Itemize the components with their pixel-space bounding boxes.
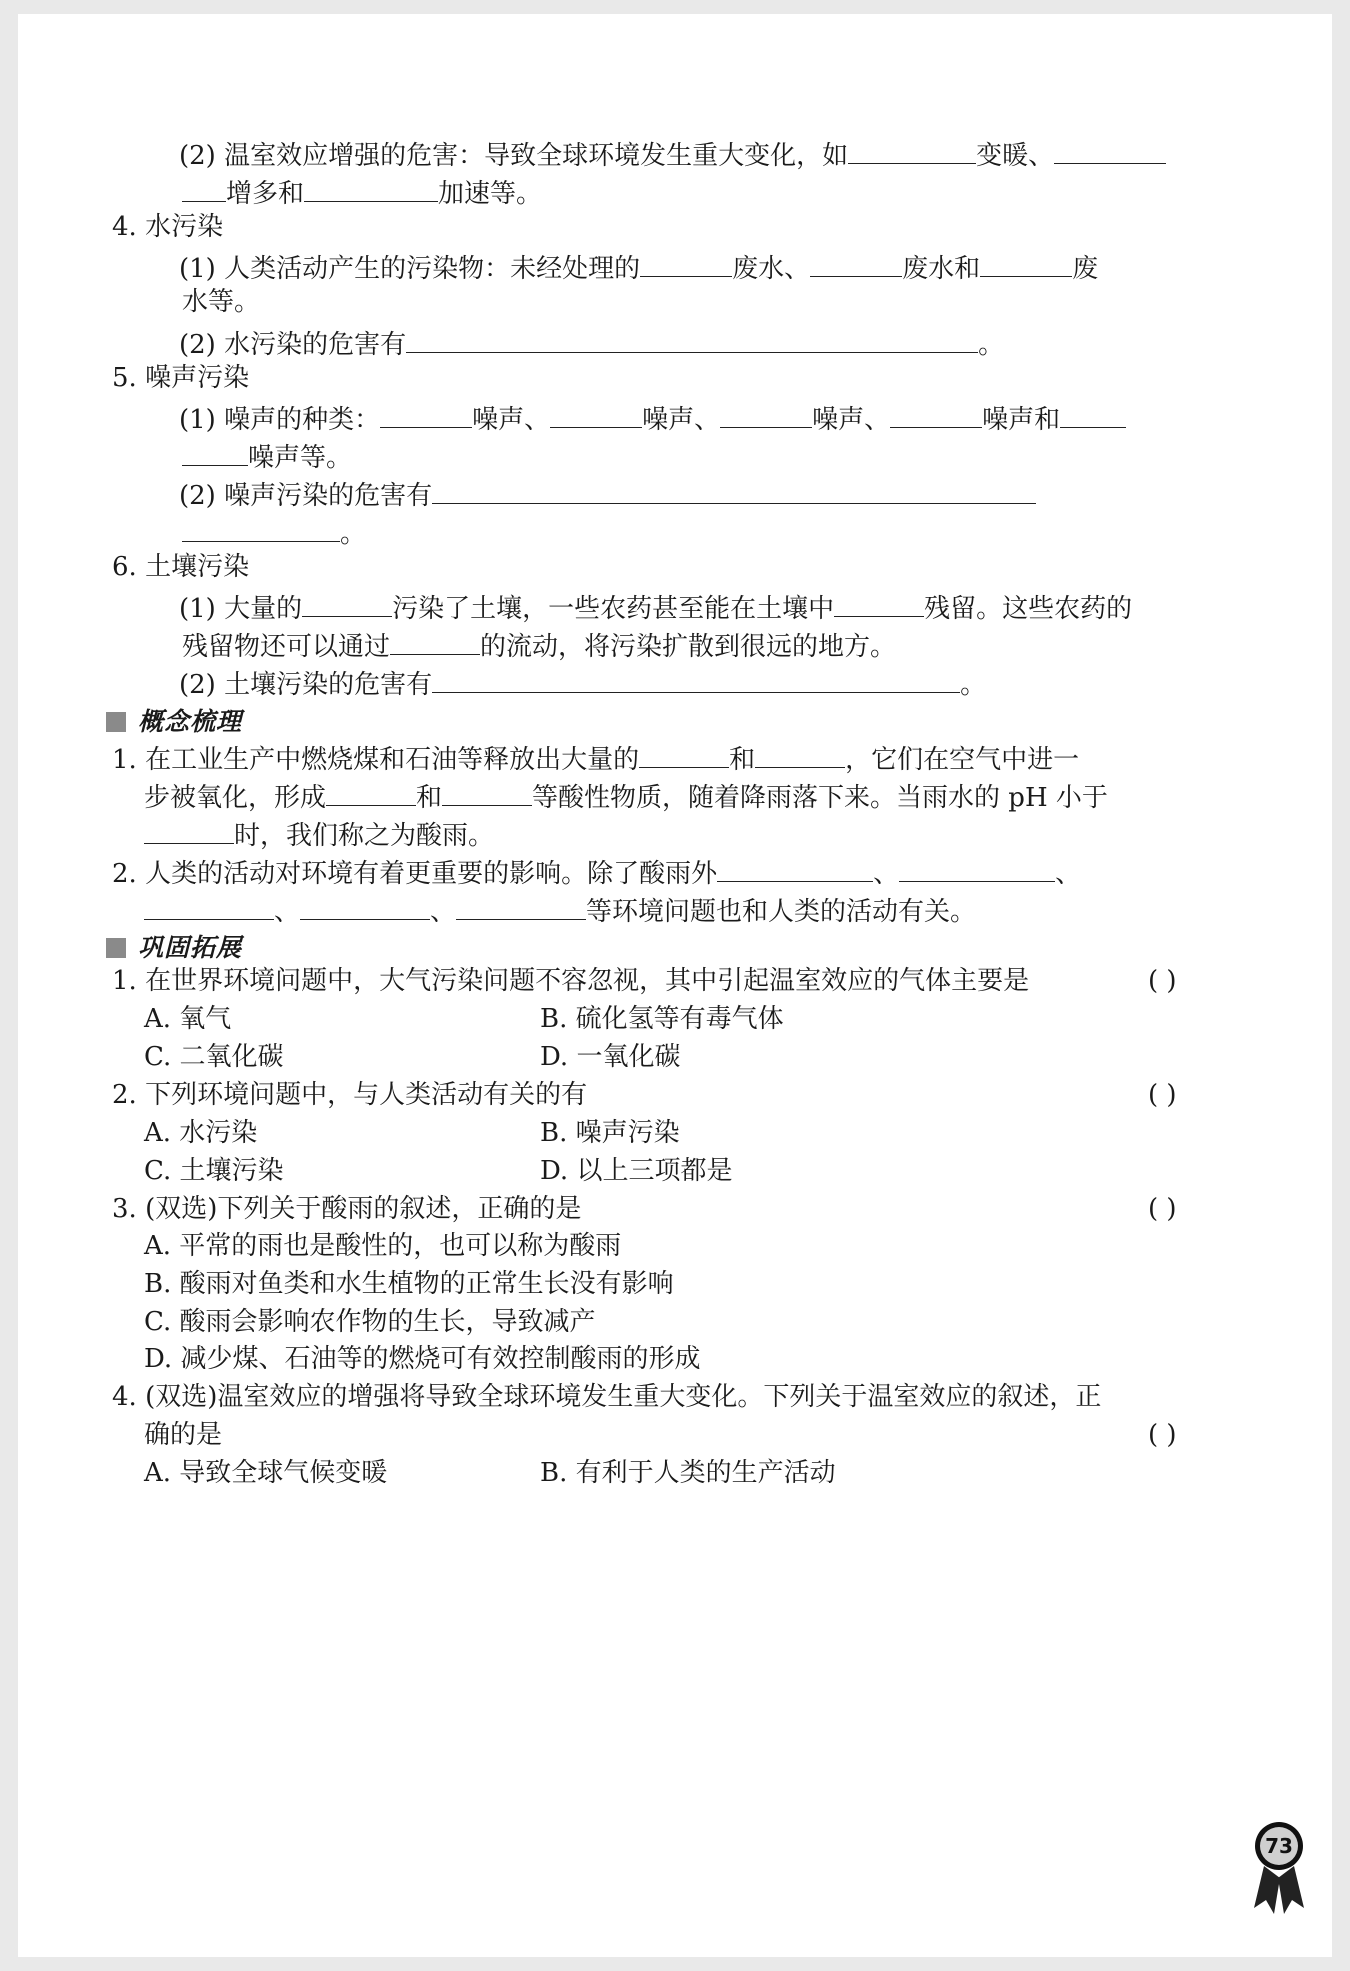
answer-blank[interactable] [899, 856, 1055, 882]
q3-option-c: C. 酸雨会影响农作物的生长，导致减产 [144, 1307, 596, 1337]
text: 废 [1072, 254, 1099, 284]
text: (2) 温室效应增强的危害：导致全球环境发生重大变化，如 [179, 141, 849, 171]
answer-blank[interactable] [432, 667, 960, 693]
answer-blank[interactable] [302, 591, 392, 617]
answer-blank[interactable] [182, 176, 226, 202]
text: (1) 人类活动产生的污染物：未经处理的 [179, 254, 641, 284]
s5-title: 5. 噪声污染 [112, 363, 250, 393]
answer-parentheses[interactable]: ( ) [1148, 966, 1177, 996]
answer-parentheses[interactable]: ( ) [1148, 1194, 1177, 1224]
answer-blank[interactable] [720, 402, 812, 428]
text: 等环境问题也和人类的活动有关。 [586, 897, 977, 927]
answer-blank[interactable] [1060, 402, 1126, 428]
s6-item1-line2 [182, 629, 896, 660]
section-marker-icon [106, 712, 126, 732]
text: 、 [873, 859, 900, 889]
text: 残留。这些农药的 [924, 594, 1133, 624]
q3-option-b: B. 酸雨对鱼类和水生植物的正常生长没有影响 [144, 1269, 674, 1299]
text: 时，我们称之为酸雨。 [234, 821, 495, 851]
section-header-consolidate [106, 928, 242, 964]
text: 噪声、 [472, 405, 551, 435]
answer-blank[interactable] [456, 894, 586, 920]
text: 噪声和 [982, 405, 1061, 435]
text: 的流动，将污染扩散到很远的地方。 [480, 632, 897, 662]
answer-blank[interactable] [144, 818, 234, 844]
answer-parentheses[interactable]: ( ) [1148, 1420, 1177, 1450]
answer-blank[interactable] [326, 780, 416, 806]
s6-title: 6. 土壤污染 [112, 552, 250, 582]
answer-blank[interactable] [390, 629, 480, 655]
q3-option-a: A. 平常的雨也是酸性的，也可以称为酸雨 [144, 1231, 622, 1261]
q2-option-c: C. 土壤污染 [144, 1156, 284, 1186]
section-title: 巩固拓展 [138, 933, 243, 962]
text: 废水和 [902, 254, 981, 284]
answer-blank[interactable] [406, 327, 978, 353]
s6-item1-line1 [179, 591, 1132, 622]
q1-option-d: D. 一氧化碳 [540, 1042, 681, 1072]
concept-q1-line1 [112, 742, 1079, 773]
text: 、 [1055, 859, 1082, 889]
answer-blank[interactable] [432, 478, 1036, 504]
question-2-stem: 2. 下列环境问题中，与人类活动有关的有 [112, 1080, 588, 1110]
answer-blank[interactable] [639, 742, 729, 768]
s4-title: 4. 水污染 [112, 212, 224, 242]
text: 、 [430, 897, 457, 927]
text: (1) 大量的 [179, 594, 303, 624]
answer-blank[interactable] [1054, 138, 1166, 164]
concept-q2-line1 [112, 856, 1081, 887]
q4-option-b: B. 有利于人类的生产活动 [540, 1458, 836, 1488]
answer-blank[interactable] [182, 516, 340, 542]
text: 。 [340, 519, 367, 549]
answer-blank[interactable] [442, 780, 532, 806]
q2-option-b: B. 噪声污染 [540, 1118, 680, 1148]
q4-option-a: A. 导致全球气候变暖 [144, 1458, 388, 1488]
s5-item1-line1 [179, 402, 1126, 433]
text: 等酸性物质，随着降雨落下来。当雨水的 pH 小于 [532, 783, 1108, 813]
question-1-stem: 1. 在世界环境问题中，大气污染问题不容忽视，其中引起温室效应的气体主要是 [112, 966, 1030, 996]
text: (2) 土壤污染的危害有 [179, 670, 433, 700]
s4-item2 [179, 327, 1004, 358]
section-header-concept [106, 702, 242, 738]
text: 1. 在工业生产中燃烧煤和石油等释放出大量的 [112, 745, 640, 775]
answer-blank[interactable] [300, 894, 430, 920]
text: 2. 人类的活动对环境有着更重要的影响。除了酸雨外 [112, 859, 718, 889]
s5-item2-line1 [179, 478, 1036, 509]
q1-option-b: B. 硫化氢等有毒气体 [540, 1004, 784, 1034]
s3-item2-line2 [182, 176, 542, 207]
answer-blank[interactable] [890, 402, 982, 428]
q2-option-d: D. 以上三项都是 [540, 1156, 733, 1186]
text: 变暖、 [976, 141, 1055, 171]
question-3-stem: 3. (双选)下列关于酸雨的叙述，正确的是 [112, 1194, 582, 1224]
s4-item1-line2: 水等。 [182, 287, 261, 317]
text: 废水、 [732, 254, 811, 284]
concept-q1-line2 [144, 780, 1108, 811]
text: 。 [978, 330, 1005, 360]
s4-item1-line1 [179, 251, 1098, 282]
question-4-stem-line1: 4. (双选)温室效应的增强将导致全球环境发生重大变化。下列关于温室效应的叙述，正 [112, 1382, 1102, 1412]
text: 和 [416, 783, 443, 813]
answer-blank[interactable] [848, 138, 976, 164]
answer-blank[interactable] [640, 251, 732, 277]
text: ，它们在空气中进一 [845, 745, 1080, 775]
text: 噪声等。 [248, 443, 353, 473]
q1-option-a: A. 氧气 [144, 1004, 232, 1034]
question-4-stem-line2: 确的是 [144, 1420, 223, 1450]
answer-blank[interactable] [304, 176, 438, 202]
text: 噪声、 [812, 405, 891, 435]
answer-blank[interactable] [380, 402, 472, 428]
answer-blank[interactable] [810, 251, 902, 277]
answer-blank[interactable] [550, 402, 642, 428]
text: 步被氧化，形成 [144, 783, 327, 813]
section-title: 概念梳理 [138, 707, 243, 736]
text: 和 [729, 745, 756, 775]
answer-blank[interactable] [834, 591, 924, 617]
section-marker-icon [106, 938, 126, 958]
text: 残留物还可以通过 [182, 632, 391, 662]
text: (2) 噪声污染的危害有 [179, 481, 433, 511]
page-number-badge [1246, 1822, 1312, 1918]
q2-option-a: A. 水污染 [144, 1118, 258, 1148]
text: 增多和 [226, 179, 305, 209]
answer-blank[interactable] [144, 894, 274, 920]
q1-option-c: C. 二氧化碳 [144, 1042, 284, 1072]
page-number: 73 [1265, 1834, 1293, 1858]
concept-q1-line3 [144, 818, 494, 849]
answer-parentheses[interactable]: ( ) [1148, 1080, 1177, 1110]
s5-item2-line2 [182, 516, 366, 547]
q3-option-d: D. 减少煤、石油等的燃烧可有效控制酸雨的形成 [144, 1344, 701, 1374]
workbook-page [18, 14, 1332, 1957]
answer-blank[interactable] [755, 742, 845, 768]
s3-item2-line1 [179, 138, 1166, 169]
s5-item1-line2 [182, 440, 352, 471]
text: 。 [960, 670, 987, 700]
answer-blank[interactable] [980, 251, 1072, 277]
answer-blank[interactable] [717, 856, 873, 882]
concept-q2-line2 [144, 894, 976, 925]
text: 污染了土壤，一些农药甚至能在土壤中 [392, 594, 835, 624]
text: 、 [274, 897, 301, 927]
answer-blank[interactable] [182, 440, 248, 466]
text: (2) 水污染的危害有 [179, 330, 407, 360]
text: 加速等。 [438, 179, 543, 209]
s6-item2 [179, 667, 986, 698]
text: (1) 噪声的种类： [179, 405, 381, 435]
text: 噪声、 [642, 405, 721, 435]
